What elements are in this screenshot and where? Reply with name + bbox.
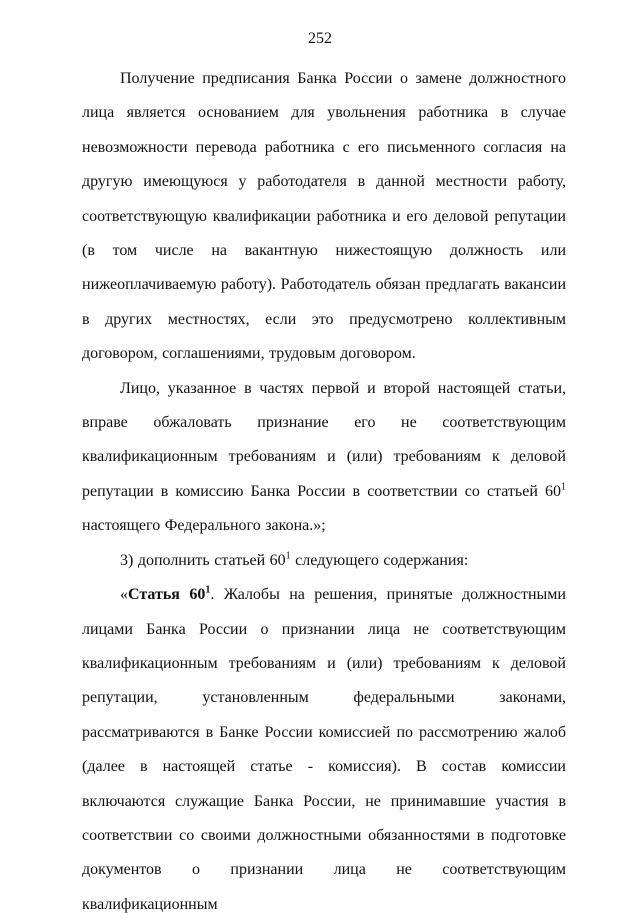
superscript: 1 <box>561 481 566 493</box>
article-title-text: Статья 60 <box>128 586 206 604</box>
open-quote: « <box>120 586 128 604</box>
paragraph-3-text: 3) дополнить статьей 60 <box>120 551 286 569</box>
paragraph-4-text: . Жалобы на решения, принятые должностными лицами Банка России о признании лица не соответствующим квалификационным требованиям и (или) требованиям к деловой репутации, установленным федеральными законами, рассматриваются в Банке России комиссией по рассмотрению жалоб (далее в настоящей статье - комиссия). В состав комиссии включаются служащие Банка России, не принимавшие участия в соответствии со своими должностными обязанностями в подготовке документов о признании лица не соответствующим квалификационным <box>82 586 566 913</box>
paragraph-2-text: Лицо, указанное в частях первой и второй настоящей статьи, вправе обжаловать признание его не соответствующим квалификационным требованиям и (или) требованиям к деловой репутации в комиссию Банка России в соответствии со статьей 60 <box>82 379 566 500</box>
superscript: 1 <box>205 584 211 596</box>
paragraph-2 <box>82 372 566 544</box>
paragraph-1: Получение предписания Банка России о замене должностного лица является основанием для увольнения работника в случае невозможности перевода работника с его письменного согласия на другую имеющуюся у работодателя в данной местности работу, соответствующую квалификации работника и его деловой репутации (в том числе на вакантную нижестоящую должность или нижеоплачиваемую работу). Работодатель обязан предлагать вакансии в других местностях, если это предусмотрено коллективным договором, соглашениями, трудовым договором. <box>82 70 566 363</box>
paragraph-2-tail: настоящего Федерального закона.»; <box>82 517 326 535</box>
superscript: 1 <box>285 550 291 562</box>
document-body <box>82 62 566 922</box>
paragraph-4 <box>82 578 566 922</box>
page-number: 252 <box>308 30 332 47</box>
paragraph-3 <box>82 544 566 578</box>
article-title <box>128 586 210 603</box>
paragraph-3-tail: следующего содержания: <box>290 551 469 569</box>
